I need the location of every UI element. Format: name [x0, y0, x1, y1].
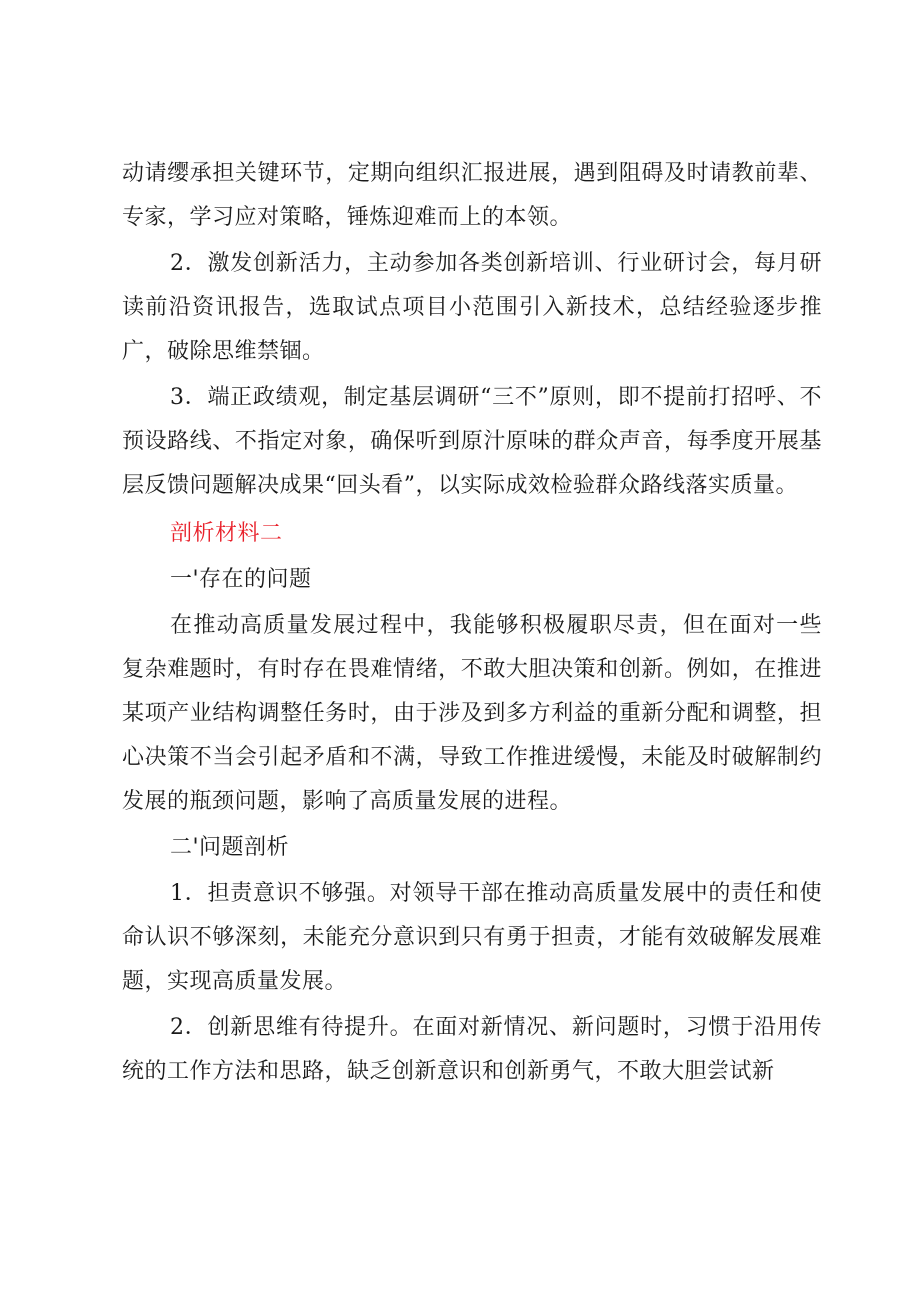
analysis-item-1: 1．担责意识不够强。对领导干部在推动高质量发展中的责任和使命认识不够深刻，未能充分意识到只有勇于担责，才能有效破解发展难题，实现高质量发展。 — [122, 881, 822, 994]
paragraph-continuation: 动请缨承担关键环节，定期向组织汇报进展，遇到阻碍及时请教前辈、专家，学习应对策略，锤炼迎难而上的本领。 — [122, 161, 822, 230]
heading-existing-problems: 一'存在的问题 — [170, 567, 312, 592]
problem-paragraph: 在推动高质量发展过程中，我能够积极履职尽责，但在面对一些复杂难题时，有时存在畏难情绪，不敢大胆决策和创新。例如，在推进某项产业结构调整任务时，由于涉及到多方利益的重新分配和调整，担心决策不当会引起矛盾和不满，导致工作推进缓慢，未能及时破解制约发展的瓶颈问题，影响了高质量发展的进程。 — [122, 613, 822, 814]
document-body — [122, 152, 822, 1094]
analysis-item-2: 2．创新思维有待提升。在面对新情况、新问题时，习惯于沿用传统的工作方法和思路，缺乏创新意识和创新勇气，不敢大胆尝试新 — [122, 1015, 822, 1084]
measure-item-3: 3．端正政绩观，制定基层调研“三不”原则，即不提前打招呼、不预设路线、不指定对象，确保听到原汁原味的群众声音，每季度开展基层反馈问题解决成果“回头看”，以实际成效检验群众路线落实质量。 — [122, 385, 822, 498]
heading-problem-analysis: 二'问题剖析 — [170, 835, 290, 860]
measure-item-2: 2．激发创新活力，主动参加各类创新培训、行业研讨会，每月研读前沿资讯报告，选取试点项目小范围引入新技术，总结经验逐步推广，破除思维禁锢。 — [122, 251, 822, 364]
section-title: 剖析材料二 — [170, 521, 283, 546]
